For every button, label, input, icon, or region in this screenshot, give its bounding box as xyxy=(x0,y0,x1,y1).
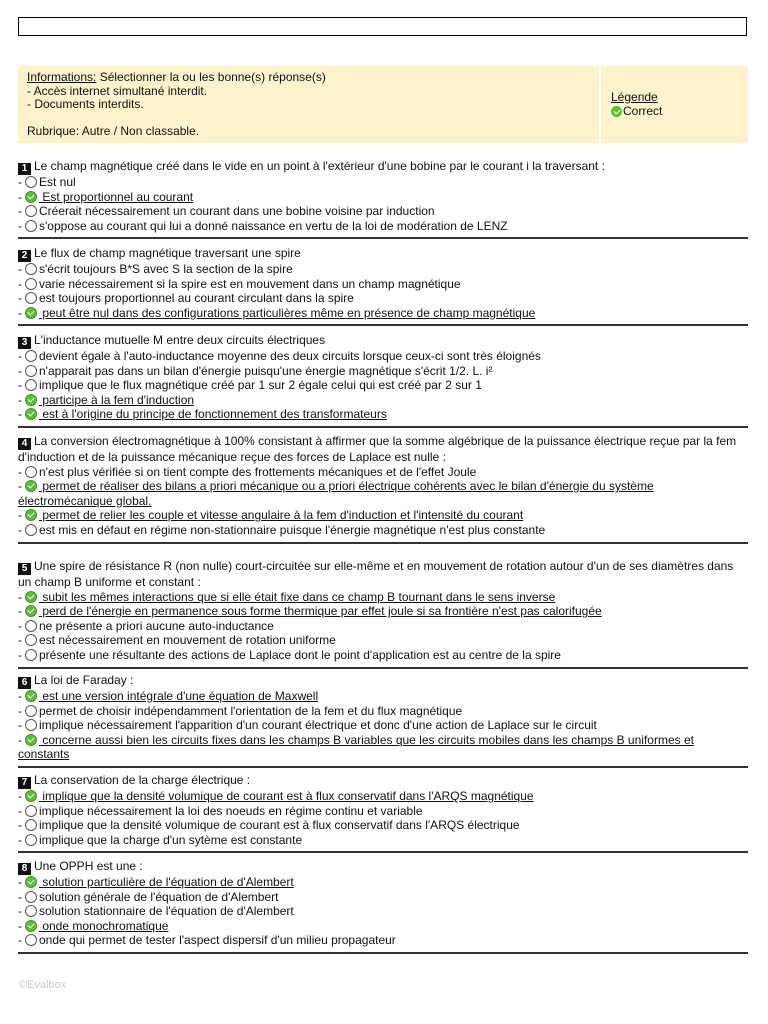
option[interactable]: - varie nécessairement si la spire est en mouvement dans un champ magnétique xyxy=(18,276,461,291)
option[interactable]: - Créerait nécessairement un courant dans une bobine voisine par induction xyxy=(18,204,435,219)
option-text: est nécessairement en mouvement de rotation uniforme xyxy=(39,633,336,648)
option[interactable]: - est une version intégrale d'une équation de Maxwell xyxy=(18,689,319,703)
option[interactable]: - subit les mêmes interactions que si elle était fixe dans ce champ B tournant dans le sens inverse xyxy=(18,589,556,604)
radio-circle-icon[interactable] xyxy=(25,292,37,304)
correct-check-icon[interactable] xyxy=(25,191,37,203)
radio-circle-icon[interactable] xyxy=(25,278,37,290)
question-2 xyxy=(18,246,748,320)
legend-title: Légende xyxy=(611,90,658,104)
question-number: 4 xyxy=(18,438,31,450)
correct-check-icon[interactable] xyxy=(25,734,37,746)
option-text: implique que la densité volumique de courant est à flux conservatif dans l'ARQS électrique xyxy=(39,818,520,833)
question-text: La conversion électromagnétique à 100% consistant à affirmer que la somme algébrique de la puissance électrique reçue par la fem d'induction et de la puissance mécanique reçue des forces de Laplace est nulle : xyxy=(18,434,737,464)
option-text: s'oppose au courant qui lui a donné naissance en vertu de la loi de modération de LENZ xyxy=(39,218,508,233)
option[interactable]: - Est nul xyxy=(18,175,76,189)
legend-correct xyxy=(611,104,748,118)
option[interactable]: - solution stationnaire de l'équation de d'Alembert xyxy=(18,904,294,919)
question-3 xyxy=(18,333,748,422)
question-number: 7 xyxy=(18,777,31,789)
option[interactable]: - participe à la fem d'induction xyxy=(18,392,195,407)
option[interactable]: - solution particulière de l'équation de d'Alembert xyxy=(18,875,294,889)
correct-check-icon[interactable] xyxy=(25,307,37,319)
correct-check-icon[interactable] xyxy=(25,591,37,603)
option-text: solution stationnaire de l'équation de d'Alembert xyxy=(39,904,294,919)
radio-circle-icon[interactable] xyxy=(25,891,37,903)
option[interactable]: - implique que le flux magnétique créé par 1 sur 2 égale celui qui est créé par 2 sur 1 xyxy=(18,378,482,393)
option[interactable]: - implique que la charge d'un sytème est constante xyxy=(18,832,303,847)
info-line-2: - Accès internet simultané interdit. xyxy=(27,83,208,98)
option-text: implique nécessairement l'apparition d'un courant électrique et donc d'une action de Laplace sur le circuit xyxy=(39,718,597,733)
legend-correct-label: Correct xyxy=(623,104,663,118)
option[interactable]: - n'est plus vérifiée si on tient compte des frottements mécaniques et de l'effet Joule xyxy=(18,464,477,479)
option[interactable]: - implique nécessairement l'apparition d'un courant électrique et donc d'une action de Laplace sur le circuit xyxy=(18,718,597,733)
option[interactable]: - permet de relier les couple et vitesse angulaire à la fem d'induction et l'intensité du courant xyxy=(18,508,524,523)
option-text: est mis en défaut en régime non-stationnaire puisque l'énergie magnétique n'est plus constante xyxy=(39,522,546,537)
info-label: Informations: xyxy=(27,70,97,84)
option-text: Créerait nécessairement un courant dans une bobine voisine par induction xyxy=(39,204,435,219)
correct-check-icon[interactable] xyxy=(25,790,37,802)
option[interactable]: - est mis en défaut en régime non-stationnaire puisque l'énergie magnétique n'est plus constante xyxy=(18,522,546,537)
option-text: onde monochromatique xyxy=(39,918,169,933)
radio-circle-icon[interactable] xyxy=(25,365,37,377)
option-text: devient égale à l'auto-inductance moyenne des deux circuits lorsque ceux-ci sont très éloignés xyxy=(39,349,541,363)
question-4 xyxy=(18,434,748,538)
info-line-3: - Documents interdits. xyxy=(27,97,144,111)
question-text: Une OPPH est une : xyxy=(34,859,143,873)
radio-circle-icon[interactable] xyxy=(25,905,37,917)
correct-check-icon[interactable] xyxy=(25,605,37,617)
radio-circle-icon[interactable] xyxy=(25,379,37,391)
option-text: s'écrit toujours B*S avec S la section de la spire xyxy=(39,262,293,276)
question-number: 2 xyxy=(18,250,31,262)
option-text: est toujours proportionnel au courant circulant dans la spire xyxy=(39,291,354,306)
radio-circle-icon[interactable] xyxy=(25,834,37,846)
option-text: subit les mêmes interactions que si elle était fixe dans ce champ B tournant dans le sens inverse xyxy=(39,589,556,604)
question-1 xyxy=(18,159,748,233)
option[interactable]: - Est proportionnel au courant xyxy=(18,189,194,204)
option[interactable]: - est à l'origine du principe de fonctionnement des transformateurs xyxy=(18,407,387,422)
question-number: 3 xyxy=(18,337,31,349)
option-text: peut être nul dans des configurations particulières même en présence de champ magnétique xyxy=(39,305,536,320)
option[interactable]: - est toujours proportionnel au courant circulant dans la spire xyxy=(18,291,354,306)
option[interactable]: - implique que la densité volumique de courant est à flux conservatif dans l'ARQS magnétique xyxy=(18,789,534,803)
option[interactable]: - implique que la densité volumique de courant est à flux conservatif dans l'ARQS électrique xyxy=(18,818,520,833)
question-text: La loi de Faraday : xyxy=(34,673,134,687)
option-text: concerne aussi bien les circuits fixes dans les champs B variables que les circuits mobiles dans les champs B uniformes et constants xyxy=(18,732,694,762)
info-instruction: Sélectionner la ou les bonne(s) réponse(s) xyxy=(96,70,326,84)
radio-circle-icon[interactable] xyxy=(25,719,37,731)
radio-circle-icon[interactable] xyxy=(25,220,37,232)
option[interactable]: - permet de réaliser des bilans a priori mécanique ou a priori électrique cohérents avec le bilan d'énergie du système électromécanique global. xyxy=(18,479,654,508)
radio-circle-icon[interactable] xyxy=(25,634,37,646)
option[interactable]: - présente une résultante des actions de Laplace dont le point d'application est au centre de la spire xyxy=(18,647,561,662)
option[interactable]: - s'oppose au courant qui lui a donné naissance en vertu de la loi de modération de LENZ xyxy=(18,218,508,233)
option-text: permet de réaliser des bilans a priori mécanique ou a priori électrique cohérents avec le bilan d'énergie du système électromécanique global. xyxy=(18,479,654,508)
option[interactable]: - n'apparait pas dans un bilan d'énergie puisqu'une énergie magnétique s'écrit 1/2. L. i² xyxy=(18,363,493,378)
info-rubrique: Rubrique: Autre / Non classable. xyxy=(27,123,200,138)
option[interactable]: - solution générale de l'équation de d'Alembert xyxy=(18,889,279,904)
radio-circle-icon[interactable] xyxy=(25,705,37,717)
question-text: L'inductance mutuelle M entre deux circuits électriques xyxy=(34,333,326,347)
correct-check-icon[interactable] xyxy=(25,408,37,420)
option-text: implique que la charge d'un sytème est constante xyxy=(39,832,303,847)
option[interactable]: - peut être nul dans des configurations particulières même en présence de champ magnétique xyxy=(18,305,536,320)
correct-check-icon[interactable] xyxy=(25,509,37,521)
footer-copyright: ©Evalbox xyxy=(19,979,67,991)
option[interactable]: - concerne aussi bien les circuits fixes dans les champs B variables que les circuits mobiles dans les champs B uniformes et constants xyxy=(18,732,694,762)
question-7 xyxy=(18,773,748,847)
title-box xyxy=(18,17,747,36)
option-text: varie nécessairement si la spire est en mouvement dans un champ magnétique xyxy=(39,276,461,291)
option-text: implique que le flux magnétique créé par 1 sur 2 égale celui qui est créé par 2 sur 1 xyxy=(39,378,482,393)
option[interactable]: - ne présente a priori aucune auto-inductance xyxy=(18,618,274,633)
info-line-1 xyxy=(27,71,590,85)
radio-circle-icon[interactable] xyxy=(25,934,37,946)
question-number: 8 xyxy=(18,863,31,875)
option[interactable]: - devient égale à l'auto-inductance moyenne des deux circuits lorsque ceux-ci sont très éloignés xyxy=(18,349,541,363)
question-5 xyxy=(18,559,748,663)
option[interactable]: - onde qui permet de tester l'aspect dispersif d'un milieu propagateur xyxy=(18,933,396,948)
legend xyxy=(603,66,748,143)
option-text: solution générale de l'équation de d'Alembert xyxy=(39,889,279,904)
question-text: Le flux de champ magnétique traversant une spire xyxy=(34,246,301,260)
option-text: implique que la densité volumique de courant est à flux conservatif dans l'ARQS magnétique xyxy=(39,789,534,803)
option-text: Est proportionnel au courant xyxy=(39,189,194,204)
option-text: Est nul xyxy=(39,175,76,189)
option-text: n'est plus vérifiée si on tient compte des frottements mécaniques et de l'effet Joule xyxy=(39,464,477,479)
correct-check-icon[interactable] xyxy=(25,480,37,492)
correct-check-icon[interactable] xyxy=(25,876,37,888)
question-number: 1 xyxy=(18,163,31,175)
option-text: n'apparait pas dans un bilan d'énergie puisqu'une énergie magnétique s'écrit 1/2. L. i² xyxy=(39,363,493,378)
option-text: présente une résultante des actions de Laplace dont le point d'application est au centre de la spire xyxy=(39,647,561,662)
option[interactable]: - implique nécessairement la loi des noeuds en régime continu et variable xyxy=(18,803,423,818)
correct-check-icon[interactable] xyxy=(25,394,37,406)
question-text: Le champ magnétique créé dans le vide en un point à l'extérieur d'une bobine par le courant i la traversant : xyxy=(34,159,605,173)
question-number: 5 xyxy=(18,563,31,575)
option-text: solution particulière de l'équation de d'Alembert xyxy=(39,875,294,889)
radio-circle-icon[interactable] xyxy=(25,819,37,831)
option[interactable]: - perd de l'énergie en permanence sous forme thermique par effet joule si sa frontière n'est pas calorifugée xyxy=(18,604,602,619)
option-text: implique nécessairement la loi des noeuds en régime continu et variable xyxy=(39,803,423,818)
question-text: Une spire de résistance R (non nulle) court-circuitée sur elle-même et en mouvement de rotation autour d'un de ses diamètres dans un champ B uniforme et constant : xyxy=(18,559,734,589)
radio-circle-icon[interactable] xyxy=(25,524,37,536)
radio-circle-icon[interactable] xyxy=(25,805,37,817)
radio-circle-icon[interactable] xyxy=(25,350,37,362)
option[interactable]: - permet de choisir indépendamment l'orientation de la fem et du flux magnétique xyxy=(18,703,463,718)
check-icon xyxy=(611,106,622,117)
option-text: perd de l'énergie en permanence sous forme thermique par effet joule si sa frontière n'est pas calorifugée xyxy=(39,604,602,619)
option-text: est à l'origine du principe de fonctionnement des transformateurs xyxy=(39,407,387,422)
info-panel xyxy=(18,66,748,143)
radio-circle-icon[interactable] xyxy=(25,205,37,217)
option[interactable]: - onde monochromatique xyxy=(18,918,169,933)
info-instructions xyxy=(18,66,601,143)
option-text: permet de choisir indépendamment l'orientation de la fem et du flux magnétique xyxy=(39,703,463,718)
option-text: ne présente a priori aucune auto-inductance xyxy=(39,618,274,633)
option-text: est une version intégrale d'une équation de Maxwell xyxy=(39,689,319,703)
correct-check-icon[interactable] xyxy=(25,920,37,932)
radio-circle-icon[interactable] xyxy=(25,620,37,632)
question-number: 6 xyxy=(18,677,31,689)
option-text: participe à la fem d'induction xyxy=(39,392,195,407)
radio-circle-icon[interactable] xyxy=(25,263,37,275)
radio-circle-icon[interactable] xyxy=(25,176,37,188)
question-8 xyxy=(18,859,748,948)
option-text: onde qui permet de tester l'aspect dispersif d'un milieu propagateur xyxy=(39,933,396,948)
question-6 xyxy=(18,673,748,762)
option-text: permet de relier les couple et vitesse angulaire à la fem d'induction et l'intensité du courant xyxy=(39,508,524,523)
radio-circle-icon[interactable] xyxy=(25,466,37,478)
radio-circle-icon[interactable] xyxy=(25,649,37,661)
option[interactable]: - s'écrit toujours B*S avec S la section de la spire xyxy=(18,262,293,276)
question-text: La conservation de la charge électrique : xyxy=(34,773,251,787)
correct-check-icon[interactable] xyxy=(25,690,37,702)
option[interactable]: - est nécessairement en mouvement de rotation uniforme xyxy=(18,633,336,648)
